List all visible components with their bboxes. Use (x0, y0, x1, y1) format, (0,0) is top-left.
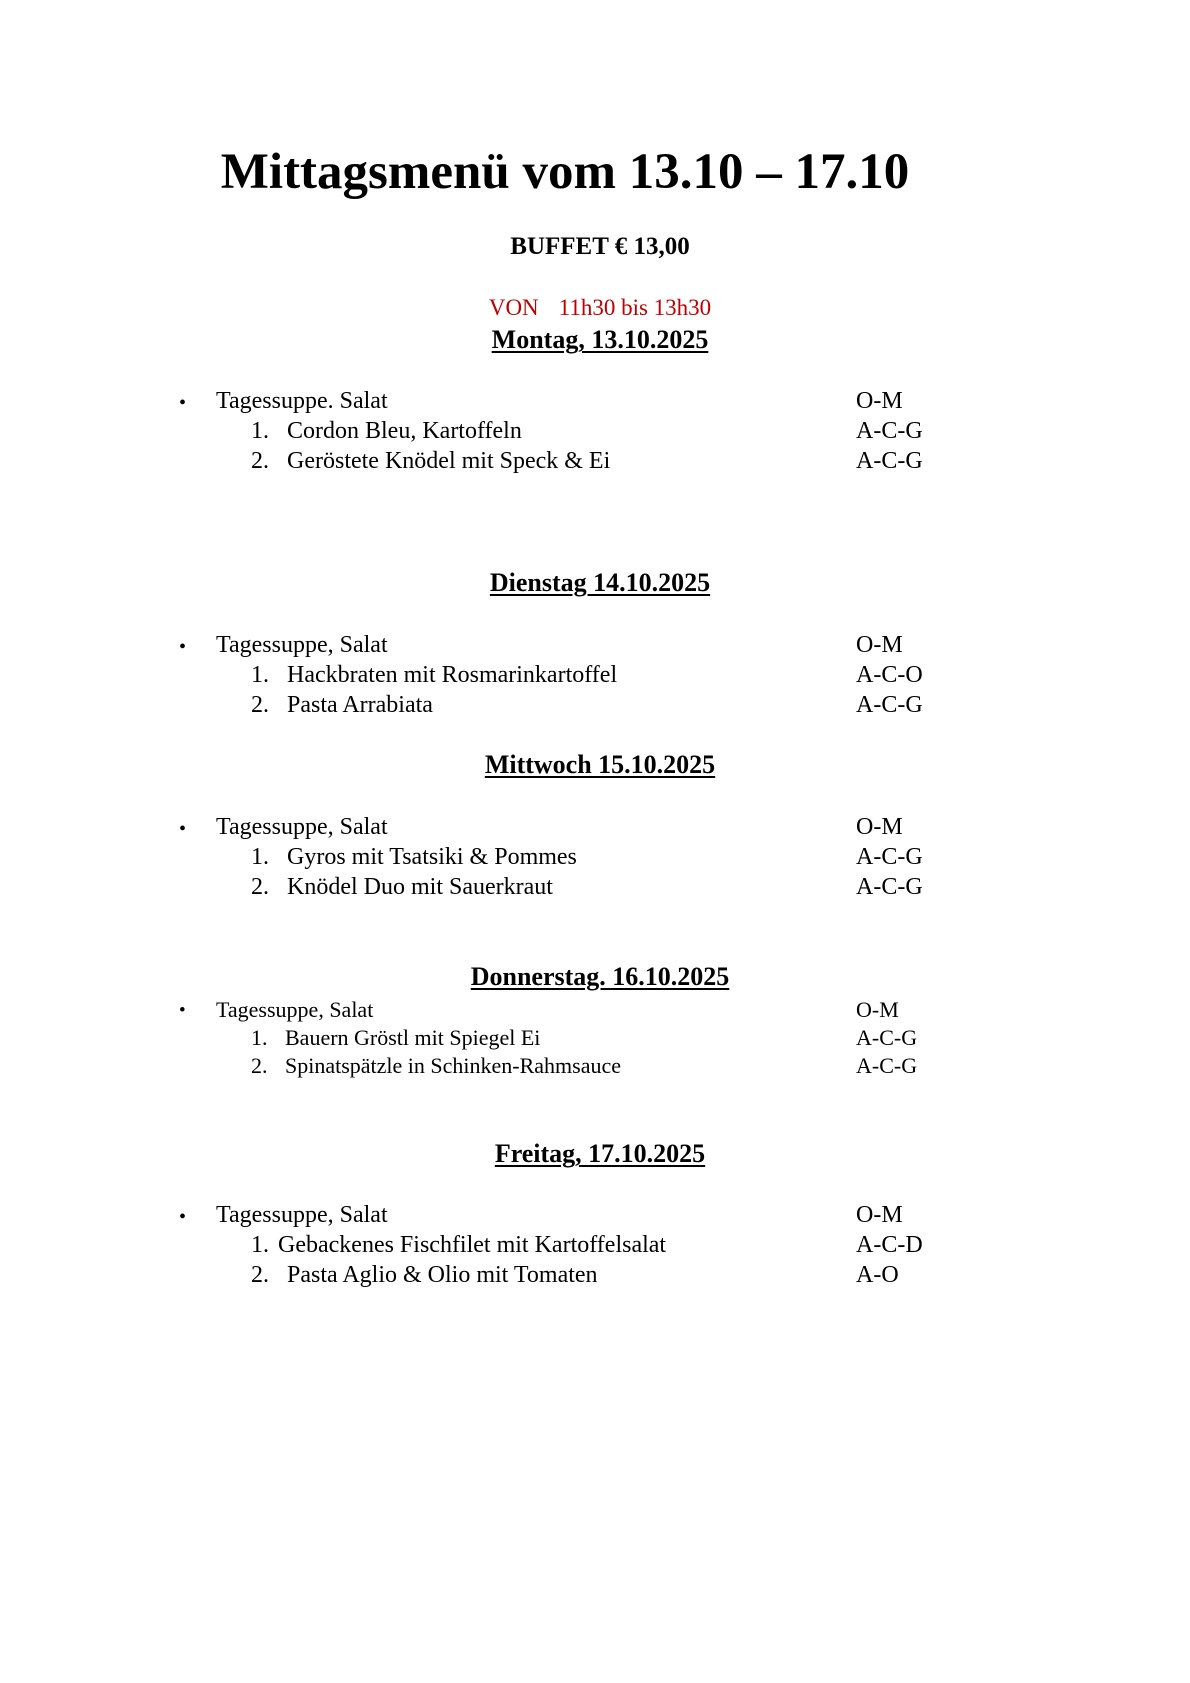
dish-number: 1. (251, 1232, 269, 1258)
dish-number: 1. (251, 662, 269, 688)
allergen-code: A-C-D (856, 1232, 923, 1258)
allergen-code: A-C-G (856, 1025, 918, 1050)
allergen-code: O-M (856, 632, 903, 658)
dish-number: 1. (251, 418, 269, 444)
dish-item: Gyros mit Tsatsiki & Pommes (287, 844, 577, 870)
allergen-code: A-C-G (856, 448, 923, 474)
page-title: Mittagsmenü vom 13.10 – 17.10 (220, 144, 910, 200)
dish-item: Knödel Duo mit Sauerkraut (287, 874, 553, 900)
dish-item: Pasta Arrabiata (287, 692, 433, 718)
allergen-code: A-C-G (856, 844, 923, 870)
dish-item: Pasta Aglio & Olio mit Tomaten (287, 1262, 598, 1288)
soup-item: Tagessuppe, Salat (216, 632, 388, 658)
allergen-code: O-M (856, 814, 903, 840)
day-heading: Donnerstag. 16.10.2025 (470, 962, 730, 991)
allergen-code: O-M (856, 997, 899, 1022)
allergen-code: A-C-G (856, 692, 923, 718)
dish-item: Gebackenes Fischfilet mit Kartoffelsalat (278, 1232, 667, 1258)
day-heading: Freitag, 17.10.2025 (494, 1139, 706, 1168)
bullet-icon: • (179, 1000, 186, 1021)
opening-hours (0, 295, 1190, 321)
buffet-price: BUFFET € 13,00 (510, 233, 690, 260)
allergen-code: O-M (856, 388, 903, 414)
bullet-icon: • (179, 636, 187, 658)
opening-hours-prefix: VON (488, 295, 539, 320)
dish-item: Cordon Bleu, Kartoffeln (287, 418, 522, 444)
soup-item: Tagessuppe, Salat (216, 814, 388, 840)
soup-item: Tagessuppe, Salat (216, 997, 374, 1022)
allergen-code: A-C-G (856, 1053, 918, 1078)
dish-item: Bauern Gröstl mit Spiegel Ei (285, 1025, 541, 1050)
dish-number: 2. (251, 692, 269, 718)
dish-item: Geröstete Knödel mit Speck & Ei (287, 448, 611, 474)
dish-number: 1. (251, 1025, 268, 1050)
dish-number: 2. (251, 874, 269, 900)
dish-number: 2. (251, 1262, 269, 1288)
allergen-code: A-C-G (856, 418, 923, 444)
dish-item: Spinatspätzle in Schinken-Rahmsauce (285, 1053, 622, 1078)
allergen-code: O-M (856, 1202, 903, 1228)
day-heading: Dienstag 14.10.2025 (489, 568, 711, 597)
bullet-icon: • (179, 818, 187, 840)
soup-item: Tagessuppe. Salat (216, 388, 388, 414)
allergen-code: A-C-O (856, 662, 923, 688)
allergen-code: A-C-G (856, 874, 923, 900)
opening-hours-range: 11h30 bis 13h30 (558, 295, 712, 320)
allergen-code: A-O (856, 1262, 899, 1288)
dish-item: Hackbraten mit Rosmarinkartoffel (287, 662, 618, 688)
bullet-icon: • (179, 392, 187, 414)
soup-item: Tagessuppe, Salat (216, 1202, 388, 1228)
dish-number: 1. (251, 844, 269, 870)
dish-number: 2. (251, 1053, 268, 1078)
day-heading: Mittwoch 15.10.2025 (484, 750, 716, 779)
day-heading: Montag, 13.10.2025 (491, 325, 709, 354)
dish-number: 2. (251, 448, 269, 474)
bullet-icon: • (179, 1206, 187, 1228)
